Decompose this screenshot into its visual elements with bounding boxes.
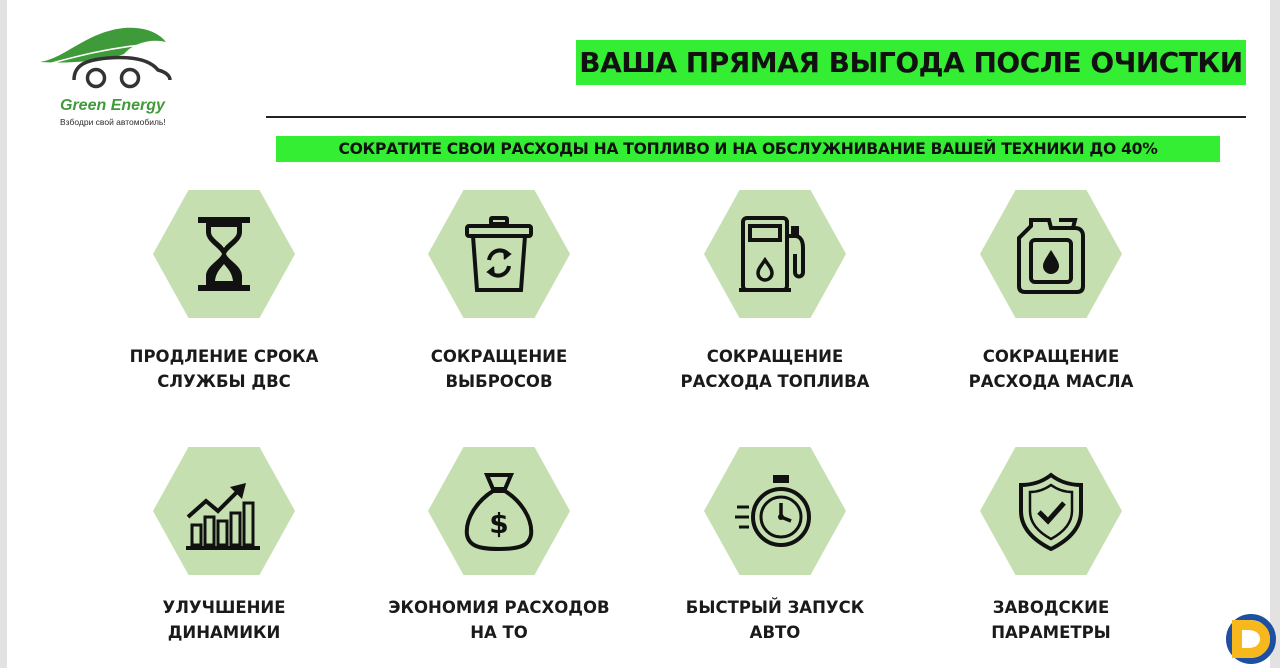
benefit-label: СОКРАЩЕНИЕ РАСХОДА ТОПЛИВА [680, 347, 870, 391]
right-frame-bar [1270, 0, 1280, 668]
oil-canister-icon [1011, 214, 1091, 294]
hexagon-badge [428, 447, 570, 575]
logo-tagline: Взбодри свой автомобиль! [60, 117, 166, 127]
recycle-bin-icon [459, 214, 539, 294]
leaf-car-logo-icon [38, 22, 178, 102]
stopwatch-icon [735, 471, 815, 551]
hexagon-badge [428, 190, 570, 318]
benefit-label: БЫСТРЫЙ ЗАПУСК АВТО [685, 598, 865, 642]
hexagon-badge [704, 447, 846, 575]
growth-chart-icon [184, 471, 264, 551]
benefit-label: СОКРАЩЕНИЕ РАСХОДА МАСЛА [968, 347, 1134, 391]
corner-brand-logo-icon [1226, 612, 1276, 666]
hexagon-badge [980, 447, 1122, 575]
title-divider [266, 116, 1246, 118]
page-title: ВАША ПРЯМАЯ ВЫГОДА ПОСЛЕ ОЧИСТКИ [576, 40, 1246, 85]
hourglass-icon [184, 214, 264, 294]
hexagon-badge [980, 190, 1122, 318]
benefit-label: ЗАВОДСКИЕ ПАРАМЕТРЫ [991, 598, 1111, 642]
benefit-label: СОКРАЩЕНИЕ ВЫБРОСОВ [430, 347, 568, 391]
fuel-pump-icon [735, 214, 815, 294]
shield-check-icon [1011, 471, 1091, 551]
hexagon-badge [153, 190, 295, 318]
hexagon-badge [704, 190, 846, 318]
svg-text:$: $ [489, 507, 509, 540]
left-frame-bar [0, 0, 7, 668]
company-logo [38, 22, 178, 132]
hexagon-badge [153, 447, 295, 575]
money-bag-icon [459, 471, 539, 551]
page-subtitle: СОКРАТИТЕ СВОИ РАСХОДЫ НА ТОПЛИВО И НА ОБСЛУЖНИВАНИЕ ВАШЕЙ ТЕХНИКИ ДО 40% [276, 136, 1220, 162]
logo-title: Green Energy [60, 97, 165, 114]
benefit-label: ЭКОНОМИЯ РАСХОДОВ НА ТО [388, 598, 610, 642]
benefit-label: УЛУЧШЕНИЕ ДИНАМИКИ [162, 598, 286, 642]
benefit-label: ПРОДЛЕНИЕ СРОКА СЛУЖБЫ ДВС [129, 347, 319, 391]
